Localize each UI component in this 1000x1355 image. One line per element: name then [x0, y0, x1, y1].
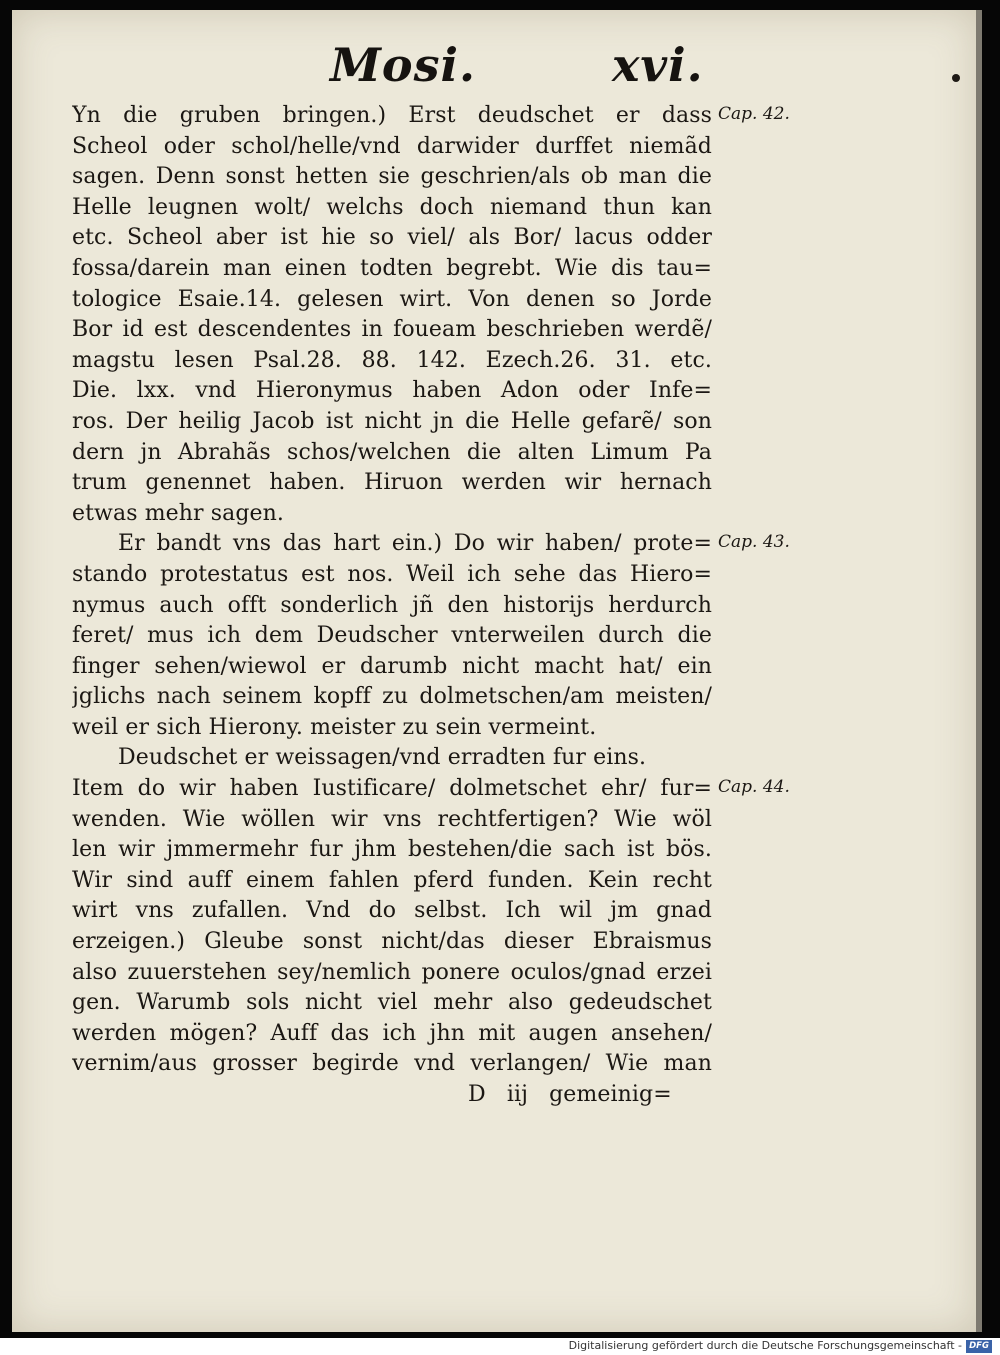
footer-bar [0, 1338, 1000, 1355]
running-head: Mosi. [330, 38, 476, 92]
text-line: etwas mehr sagen. [72, 500, 285, 526]
text-line: stando protestatus est nos. Weil ich sehe das Hiero= [72, 561, 712, 587]
text-line: wenden. Wie wöllen wir vns rechtfertigen? Wie wöl [72, 806, 712, 832]
text-line: nymus auch offt sonderlich jñ den historijs herdurch [72, 592, 712, 618]
text-line: jglichs nach seinem kopff zu dolmetschen/am meisten/ [72, 684, 712, 710]
margin-note-chapter: Cap. 44. [718, 777, 790, 798]
text-line: feret/ mus ich dem Deudscher vnterweilen durch die [72, 623, 712, 649]
text-line: Bor id est descendentes in foueam beschrieben werdẽ/ [72, 317, 712, 343]
text-line: fossa/darein man einen todten begrebt. Wie dis tau= [72, 255, 712, 281]
text-line: ros. Der heilig Jacob ist nicht jn die Helle gefarẽ/ son [72, 408, 712, 434]
text-line: wirt vns zufallen. Vnd do selbst. Ich wil jm gnad [72, 898, 712, 924]
text-line: Wir sind auff einem fahlen pferd funden. Kein recht [72, 867, 712, 893]
text-line: erzeigen.) Gleube sonst nicht/das dieser Ebraismus [72, 929, 712, 955]
margin-note-chapter: Cap. 43. [718, 532, 790, 553]
text-line: sagen. Denn sonst hetten sie geschrien/als ob man die [72, 164, 712, 190]
text-line: Yn die gruben bringen.) Erst deudschet er dass [72, 103, 712, 128]
text-line: weil er sich Hierony. meister zu sein vermeint. [72, 714, 597, 740]
ink-dot [952, 74, 960, 82]
page-edge [976, 10, 982, 1332]
text-line: dern jn Abrahãs schos/welchen die alten Limum Pa [72, 439, 712, 465]
text-line: also zuuerstehen sey/nemlich ponere oculos/gnad erzei [72, 959, 712, 985]
body-text [72, 101, 712, 1111]
text-line: D iij gemeinig= [468, 1082, 672, 1107]
text-line: magstu lesen Psal.28. 88. 142. Ezech.26. 31. etc. [72, 347, 712, 373]
text-line: Deudschet er weissagen/vnd erradten fur eins. [118, 745, 647, 771]
text-line: len wir jmmermehr fur jhm bestehen/die sach ist bös. [72, 837, 712, 863]
text-line: gen. Warumb sols nicht viel mehr also gedeudschet [72, 990, 712, 1016]
dfg-logo[interactable]: DFG [966, 1340, 992, 1353]
text-line: finger sehen/wiewol er darumb nicht macht hat/ ein [72, 653, 712, 679]
text-line: werden mögen? Auff das ich jhn mit augen ansehen/ [72, 1020, 712, 1046]
text-line: trum genennet haben. Hiruon werden wir hernach [72, 470, 712, 496]
text-line: Scheol oder schol/helle/vnd darwider durffet niemãd [72, 133, 712, 159]
text-line: Die. lxx. vnd Hieronymus haben Adon oder Infe= [72, 378, 712, 404]
text-line: tologice Esaie.14. gelesen wirt. Von denen so Jorde [72, 286, 712, 312]
text-line: Helle leugnen wolt/ welchs doch niemand thun kan [72, 194, 712, 220]
text-line: Item do wir haben Iustificare/ dolmetschet ehr/ fur= [72, 776, 712, 802]
text-line: etc. Scheol aber ist hie so viel/ als Bor/ lacus odder [72, 225, 712, 251]
text-line: vernim/aus grosser begirde vnd verlangen/ Wie man [72, 1051, 712, 1077]
funding-notice: Digitalisierung gefördert durch die Deutsche Forschungsgemeinschaft - [568, 1339, 962, 1352]
text-line: Er bandt vns das hart ein.) Do wir haben/ prote= [118, 531, 712, 557]
folio-number: xvi. [612, 38, 704, 92]
margin-note-chapter: Cap. 42. [718, 104, 790, 124]
